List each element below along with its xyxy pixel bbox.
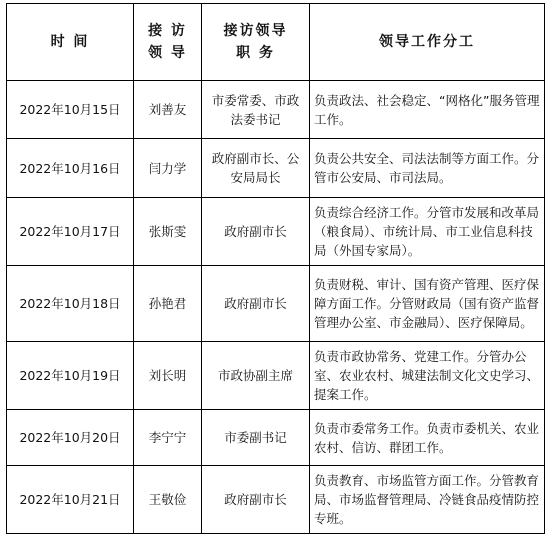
cell-name: 王敬俭 (134, 466, 202, 534)
cell-name: 孙艳君 (134, 266, 202, 342)
table-row (7, 266, 545, 342)
cell-post: 市委副书记 (202, 410, 310, 466)
table-row (7, 81, 545, 139)
header-leader (134, 4, 202, 81)
header-leader-line1: 接 访 (148, 23, 187, 39)
table-row (7, 410, 545, 466)
cell-name: 刘善友 (134, 81, 202, 139)
cell-date: 2022年10月20日 (7, 410, 134, 466)
header-time: 时 间 (7, 4, 134, 81)
table-header-row (7, 4, 545, 81)
table-row (7, 198, 545, 266)
cell-duty: 负责教育、市场监管方面工作。分管教育局、市场监督管理局、冷链食品疫情防控专班。 (310, 466, 545, 534)
cell-duty: 负责市委常务工作。负责市委机关、农业农村、信访、群团工作。 (310, 410, 545, 466)
cell-date: 2022年10月19日 (7, 342, 134, 410)
cell-duty: 负责财税、审计、国有资产管理、医疗保障方面工作。分管财政局（国有资产监督管理办公室、市金融局）、医疗保障局。 (310, 266, 545, 342)
header-leader-line2: 领 导 (148, 45, 187, 61)
table-row (7, 139, 545, 198)
cell-duty: 负责市政协常务、党建工作。分管办公室、农业农村、城建法制文化文史学习、提案工作。 (310, 342, 545, 410)
cell-name: 闫力学 (134, 139, 202, 198)
cell-date: 2022年10月17日 (7, 198, 134, 266)
cell-duty: 负责政法、社会稳定、“网格化”服务管理工作。 (310, 81, 545, 139)
cell-date: 2022年10月15日 (7, 81, 134, 139)
cell-date: 2022年10月16日 (7, 139, 134, 198)
table-row (7, 466, 545, 534)
cell-name: 刘长明 (134, 342, 202, 410)
cell-post: 市政协副主席 (202, 342, 310, 410)
cell-date: 2022年10月21日 (7, 466, 134, 534)
cell-duty: 负责综合经济工作。分管市发展和改革局（粮食局）、市统计局、市工业信息科技局（外国专家局）。 (310, 198, 545, 266)
cell-post: 市委常委、市政法委书记 (202, 81, 310, 139)
cell-post: 政府副市长 (202, 266, 310, 342)
table-row (7, 342, 545, 410)
cell-post: 政府副市长、公安局局长 (202, 139, 310, 198)
header-post-line1: 接访领导 (223, 23, 288, 39)
cell-duty: 负责公共安全、司法法制等方面工作。分管市公安局、市司法局。 (310, 139, 545, 198)
leader-reception-schedule-table (6, 3, 545, 534)
header-duty: 领导工作分工 (310, 4, 545, 81)
cell-post: 政府副市长 (202, 466, 310, 534)
cell-name: 李宁宁 (134, 410, 202, 466)
cell-name: 张斯雯 (134, 198, 202, 266)
header-post-line2: 职 务 (236, 45, 275, 61)
cell-post: 政府副市长 (202, 198, 310, 266)
header-post (202, 4, 310, 81)
cell-date: 2022年10月18日 (7, 266, 134, 342)
